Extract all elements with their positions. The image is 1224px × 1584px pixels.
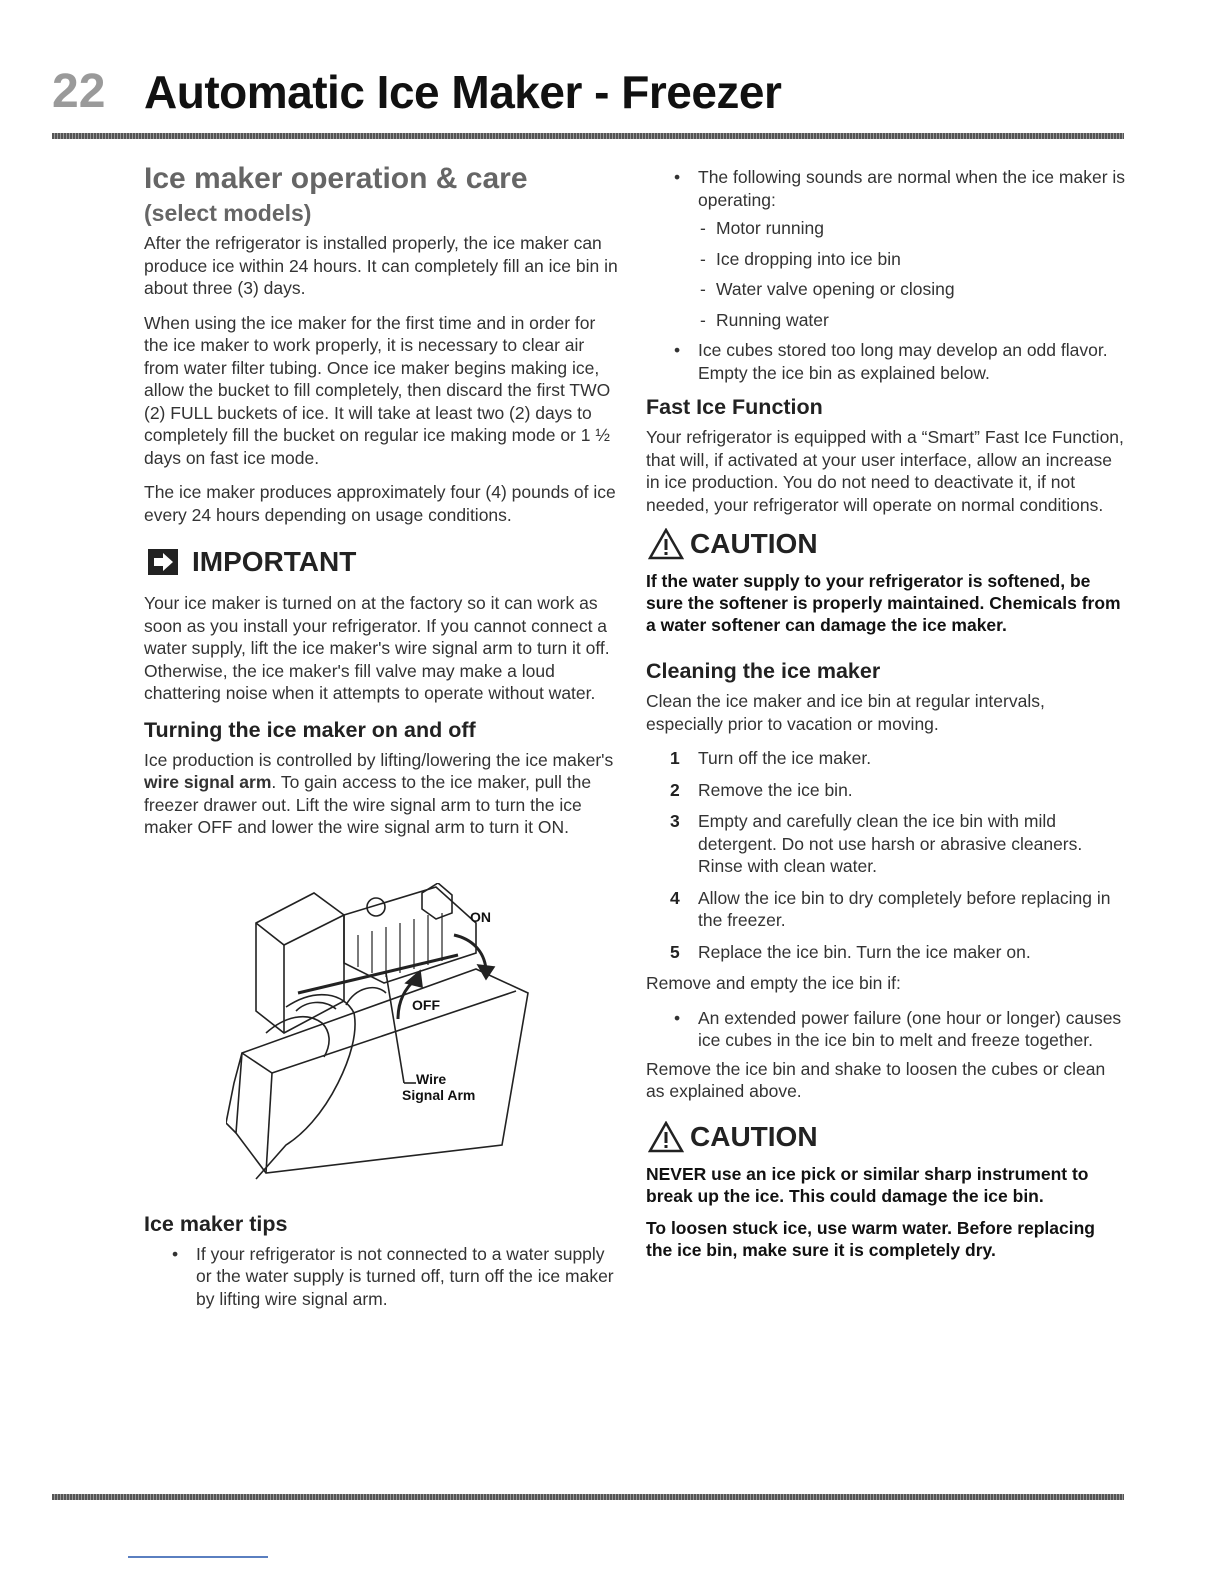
turning-text-end: . To gain access to the ice maker, pull the freezer drawer out. Lift the wire signal arm to turn the ice maker OFF and lower the wire signal arm to turn it ON. — [144, 772, 592, 837]
ice-maker-illustration — [226, 883, 546, 1183]
remove-item: • An extended power failure (one hour or longer) causes ice cubes in the ice bin to melt and freeze together. — [646, 1007, 1126, 1052]
sounds-intro: • The following sounds are normal when the ice maker is operating: — [646, 166, 1126, 211]
sounds-sublist — [646, 217, 1126, 331]
step-number: 1 — [670, 748, 680, 768]
fast-ice-heading: Fast Ice Function — [646, 395, 823, 419]
step-text: Remove the ice bin. — [698, 779, 853, 800]
label-on: ON — [470, 908, 491, 925]
tips-heading: Ice maker tips — [144, 1211, 288, 1236]
turning-text — [144, 749, 624, 839]
sound-item: - Motor running — [646, 217, 1126, 240]
cleaning-step — [646, 779, 1126, 802]
important-label: IMPORTANT — [192, 546, 357, 577]
footer-link-line — [128, 1556, 268, 1558]
footer-rule — [52, 1494, 1124, 1500]
step-number: 2 — [670, 779, 680, 800]
section-title: Ice maker operation & care — [144, 162, 528, 195]
turning-heading: Turning the ice maker on and off — [144, 717, 476, 742]
label-signal-arm: Signal Arm — [402, 1086, 476, 1103]
caution-text-2a: NEVER use an ice pick or similar sharp instrument to break up the ice. This could damage the ice bin. — [646, 1163, 1089, 1206]
intro-paragraph-1: After the refrigerator is installed properly, the ice maker can produce ice within 24 hours. It can completely fill an ice bin in about three (3) days. — [144, 233, 618, 298]
important-notice — [148, 546, 624, 578]
cleaning-steps — [646, 747, 1126, 963]
sound-item: - Water valve opening or closing — [646, 278, 1126, 301]
tips-list — [144, 1243, 624, 1311]
sounds-list — [646, 166, 1126, 211]
sound-item: - Ice dropping into ice bin — [646, 248, 1126, 271]
intro-paragraph-3: The ice maker produces approximately four (4) pounds of ice every 24 hours depending on usage conditions. — [144, 482, 616, 525]
caution-notice-1 — [648, 528, 1126, 560]
turning-text-start: Ice production is controlled by lifting/lowering the ice maker's — [144, 749, 614, 770]
cleaning-heading: Cleaning the ice maker — [646, 659, 881, 683]
caution-label-2: CAUTION — [690, 1120, 818, 1152]
shake-text: Remove the ice bin and shake to loosen the cubes or clean as explained above. — [646, 1058, 1106, 1101]
ice-maker-drawing — [226, 883, 546, 1183]
page-title: Automatic Ice Maker - Freezer — [144, 66, 782, 118]
step-text: Replace the ice bin. Turn the ice maker on. — [698, 941, 1031, 962]
cleaning-step — [646, 810, 1126, 878]
step-number: 3 — [670, 811, 680, 831]
right-column — [646, 166, 1126, 1271]
step-text: Turn off the ice maker. — [698, 748, 872, 768]
caution-text-2b: To loosen stuck ice, use warm water. Before replacing the ice bin, make sure it is completely dry. — [646, 1217, 1095, 1260]
warning-triangle-icon — [648, 528, 684, 560]
label-wire: Wire — [416, 1070, 447, 1087]
left-column — [144, 160, 624, 1316]
caution-notice-2 — [648, 1121, 1126, 1153]
sound-item: - Running water — [646, 309, 1126, 332]
warning-triangle-icon — [648, 1121, 684, 1153]
label-off: OFF — [412, 996, 440, 1013]
tip-item: • If your refrigerator is not connected to a water supply or the water supply is turned off, turn off the ice maker by lifting wire signal arm. — [144, 1243, 624, 1311]
caution-label-1: CAUTION — [690, 528, 818, 559]
wire-signal-arm-term: wire signal arm — [144, 772, 272, 792]
important-text: Your ice maker is turned on at the factory so it can work as soon as you install your refrigerator. If you cannot connect a water supply, lift the ice maker's wire signal arm to turn it off. Otherwise, the ice maker's fill valve may make a loud chattering noise when it attempts to operate without water. — [144, 593, 610, 703]
section-subtitle: (select models) — [144, 200, 312, 226]
flavor-list — [646, 339, 1126, 384]
flavor-tip: • Ice cubes stored too long may develop an odd flavor. Empty the ice bin as explained below. — [646, 339, 1126, 384]
step-text: Allow the ice bin to dry completely before replacing in the freezer. — [698, 887, 1111, 930]
caution-text-1: If the water supply to your refrigerator is softened, be sure the softener is properly maintained. Chemicals from a water softener can damage the ice maker. — [646, 571, 1121, 635]
header-rule — [52, 133, 1124, 139]
cleaning-step — [646, 941, 1126, 964]
cleaning-step — [646, 887, 1126, 932]
page-header — [52, 62, 1132, 122]
fast-ice-text: Your refrigerator is equipped with a “Smart” Fast Ice Function, that will, if activated at your user interface, allow an increase in ice production. You do not need to deactivate it, if not needed, your refrigerator will operate on normal conditions. — [646, 427, 1124, 515]
cleaning-intro: Clean the ice maker and ice bin at regular intervals, especially prior to vacation or moving. — [646, 691, 1045, 734]
step-number: 4 — [670, 887, 680, 908]
cleaning-step — [646, 747, 1126, 770]
arrow-right-icon — [148, 549, 178, 575]
intro-paragraph-2: When using the ice maker for the first time and in order for the ice maker to work properly, it is necessary to clear air from water filter tubing. Once ice maker begins making ice, allow the bucket to fill completely, then discard the first TWO (2) FULL buckets of ice. It will take at least two (2) days to completely fill the bucket on regular ice making mode or 1 ½ days on fast ice mode. — [144, 312, 611, 468]
remove-list — [646, 1007, 1126, 1052]
remove-if-text: Remove and empty the ice bin if: — [646, 973, 901, 993]
step-number: 5 — [670, 941, 680, 962]
page-number: 22 — [52, 65, 106, 118]
step-text: Empty and carefully clean the ice bin with mild detergent. Do not use harsh or abrasive cleaners. Rinse with clean water. — [698, 811, 1083, 876]
